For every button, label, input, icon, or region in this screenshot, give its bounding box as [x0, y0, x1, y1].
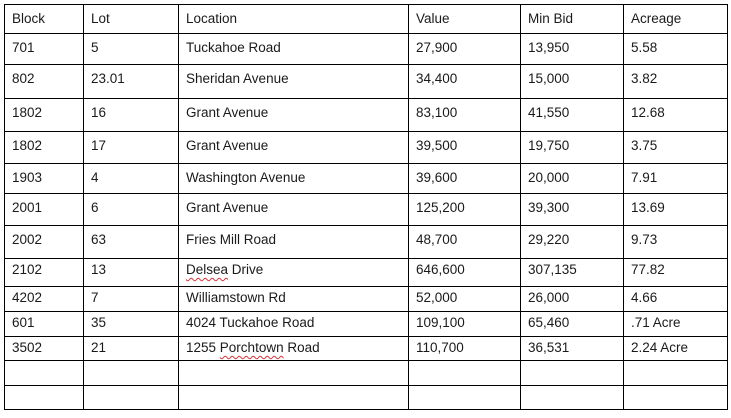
cell-value: 125,200 [409, 194, 521, 226]
cell-lot: 4 [84, 164, 179, 194]
table-row [5, 287, 728, 312]
cell-min-bid [521, 386, 624, 410]
cell-location: Fries Mill Road [179, 226, 409, 259]
table-body [5, 5, 728, 410]
cell-lot [84, 386, 179, 410]
spellcheck-flag: Delsea [186, 262, 229, 277]
cell-lot: 7 [84, 287, 179, 312]
cell-block: 1802 [5, 99, 84, 132]
spellcheck-flag: Porchtown [219, 340, 284, 355]
cell-block: 802 [5, 65, 84, 99]
cell-block [5, 386, 84, 410]
cell-value [409, 386, 521, 410]
cell-acreage: 4.66 [624, 287, 728, 312]
cell-location: Tuckahoe Road [179, 34, 409, 65]
cell-acreage: 13.69 [624, 194, 728, 226]
cell-lot: 17 [84, 132, 179, 164]
cell-min-bid: 29,220 [521, 226, 624, 259]
cell-min-bid: 65,460 [521, 312, 624, 337]
table-row [5, 65, 728, 99]
cell-lot: 13 [84, 259, 179, 287]
table-row [5, 312, 728, 337]
cell-lot: 35 [84, 312, 179, 337]
cell-lot: 16 [84, 99, 179, 132]
cell-location: Williamstown Rd [179, 287, 409, 312]
cell-location: Washington Avenue [179, 164, 409, 194]
cell-min-bid: 307,135 [521, 259, 624, 287]
cell-value: 48,700 [409, 226, 521, 259]
cell-lot: 5 [84, 34, 179, 65]
cell-location: Grant Avenue [179, 99, 409, 132]
cell-min-bid [521, 361, 624, 386]
cell-acreage: 5.58 [624, 34, 728, 65]
cell-min-bid: 15,000 [521, 65, 624, 99]
cell-value: 83,100 [409, 99, 521, 132]
cell-value: 39,500 [409, 132, 521, 164]
table-row [5, 337, 728, 361]
cell-location: Delsea Drive [179, 259, 409, 287]
cell-acreage: 3.75 [624, 132, 728, 164]
cell-min-bid: 13,950 [521, 34, 624, 65]
cell-block: 2102 [5, 259, 84, 287]
table-row [5, 361, 728, 386]
cell-acreage: 7.91 [624, 164, 728, 194]
header-lot: Lot [84, 5, 179, 34]
cell-value: 109,100 [409, 312, 521, 337]
header-block: Block [5, 5, 84, 34]
cell-location: Grant Avenue [179, 194, 409, 226]
header-location: Location [179, 5, 409, 34]
cell-lot: 23.01 [84, 65, 179, 99]
header-acreage: Acreage [624, 5, 728, 34]
cell-min-bid: 39,300 [521, 194, 624, 226]
cell-acreage: 9.73 [624, 226, 728, 259]
cell-lot: 63 [84, 226, 179, 259]
cell-location: Grant Avenue [179, 132, 409, 164]
cell-location [179, 386, 409, 410]
cell-location [179, 361, 409, 386]
header-row [5, 5, 728, 34]
cell-min-bid: 41,550 [521, 99, 624, 132]
table-row [5, 194, 728, 226]
cell-acreage: 3.82 [624, 65, 728, 99]
cell-acreage: .71 Acre [624, 312, 728, 337]
cell-block: 701 [5, 34, 84, 65]
table-row [5, 164, 728, 194]
header-value: Value [409, 5, 521, 34]
cell-block: 1802 [5, 132, 84, 164]
table-row [5, 99, 728, 132]
cell-block: 1903 [5, 164, 84, 194]
cell-acreage: 2.24 Acre [624, 337, 728, 361]
cell-lot: 21 [84, 337, 179, 361]
cell-min-bid: 36,531 [521, 337, 624, 361]
cell-min-bid: 19,750 [521, 132, 624, 164]
cell-lot: 6 [84, 194, 179, 226]
cell-value [409, 361, 521, 386]
cell-block: 3502 [5, 337, 84, 361]
cell-min-bid: 26,000 [521, 287, 624, 312]
cell-acreage [624, 386, 728, 410]
table-row [5, 386, 728, 410]
table-row [5, 34, 728, 65]
cell-location: Sheridan Avenue [179, 65, 409, 99]
table-row [5, 132, 728, 164]
cell-location: 4024 Tuckahoe Road [179, 312, 409, 337]
cell-block: 2002 [5, 226, 84, 259]
cell-value: 27,900 [409, 34, 521, 65]
cell-min-bid: 20,000 [521, 164, 624, 194]
cell-value: 39,600 [409, 164, 521, 194]
cell-value: 52,000 [409, 287, 521, 312]
cell-acreage: 12.68 [624, 99, 728, 132]
cell-acreage: 77.82 [624, 259, 728, 287]
table-row [5, 259, 728, 287]
cell-block: 601 [5, 312, 84, 337]
cell-acreage [624, 361, 728, 386]
cell-block: 2001 [5, 194, 84, 226]
header-min-bid: Min Bid [521, 5, 624, 34]
property-table [4, 4, 728, 410]
cell-value: 646,600 [409, 259, 521, 287]
table-row [5, 226, 728, 259]
cell-value: 110,700 [409, 337, 521, 361]
cell-block: 4202 [5, 287, 84, 312]
cell-block [5, 361, 84, 386]
cell-lot [84, 361, 179, 386]
cell-location: 1255 Porchtown Road [179, 337, 409, 361]
cell-value: 34,400 [409, 65, 521, 99]
